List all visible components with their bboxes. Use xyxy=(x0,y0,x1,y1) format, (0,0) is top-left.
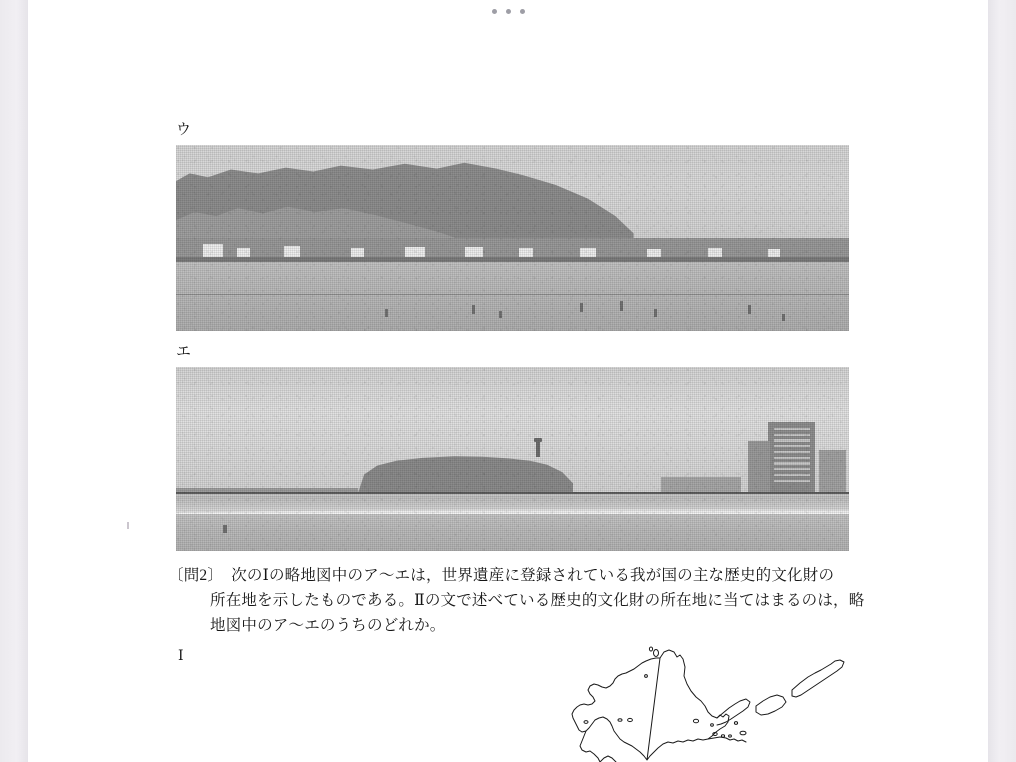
photograph-e xyxy=(176,367,849,551)
photograph-u xyxy=(176,145,849,331)
photo-island-tower xyxy=(536,441,540,458)
photo-building-secondary xyxy=(748,441,770,494)
figure-label-u: ウ xyxy=(176,122,192,138)
question-line-3: 地図中のア〜エのうちのどれか。 xyxy=(210,617,446,634)
figure-label-e: エ xyxy=(176,344,192,360)
scroll-dot[interactable] xyxy=(520,9,525,14)
scroll-dot[interactable] xyxy=(492,9,497,14)
question-text-line-1: 次のⅠの略地図中のア〜エは，世界遺産に登録されている我が国の主な歴史的文化財の xyxy=(231,567,835,584)
photo-beach xyxy=(176,514,849,551)
question-block xyxy=(168,563,868,638)
photo-building-right xyxy=(819,450,846,494)
scan-artifact-speck xyxy=(127,522,129,529)
page-scroll-indicator[interactable] xyxy=(0,0,1016,22)
question-line-2: 所在地を示したものである。Ⅱの文で述べている歴史的文化財の所在地に当てはまるのは，略 xyxy=(210,592,865,609)
photo-beach-line xyxy=(176,294,849,295)
viewer-left-gutter xyxy=(0,0,28,762)
question-line-1 xyxy=(168,563,868,588)
map-label-roman-one: Ⅰ xyxy=(178,649,184,664)
viewer-right-gutter xyxy=(988,0,1016,762)
document-page[interactable] xyxy=(28,0,988,762)
photo-horizon xyxy=(176,492,849,494)
scroll-dot[interactable] xyxy=(506,9,511,14)
map-svg xyxy=(560,646,890,762)
photo-apartment-tower xyxy=(768,422,815,494)
question-number: 〔問2〕 xyxy=(168,567,224,584)
outline-map-hokkaido xyxy=(560,646,890,762)
photo-beach xyxy=(176,262,849,331)
